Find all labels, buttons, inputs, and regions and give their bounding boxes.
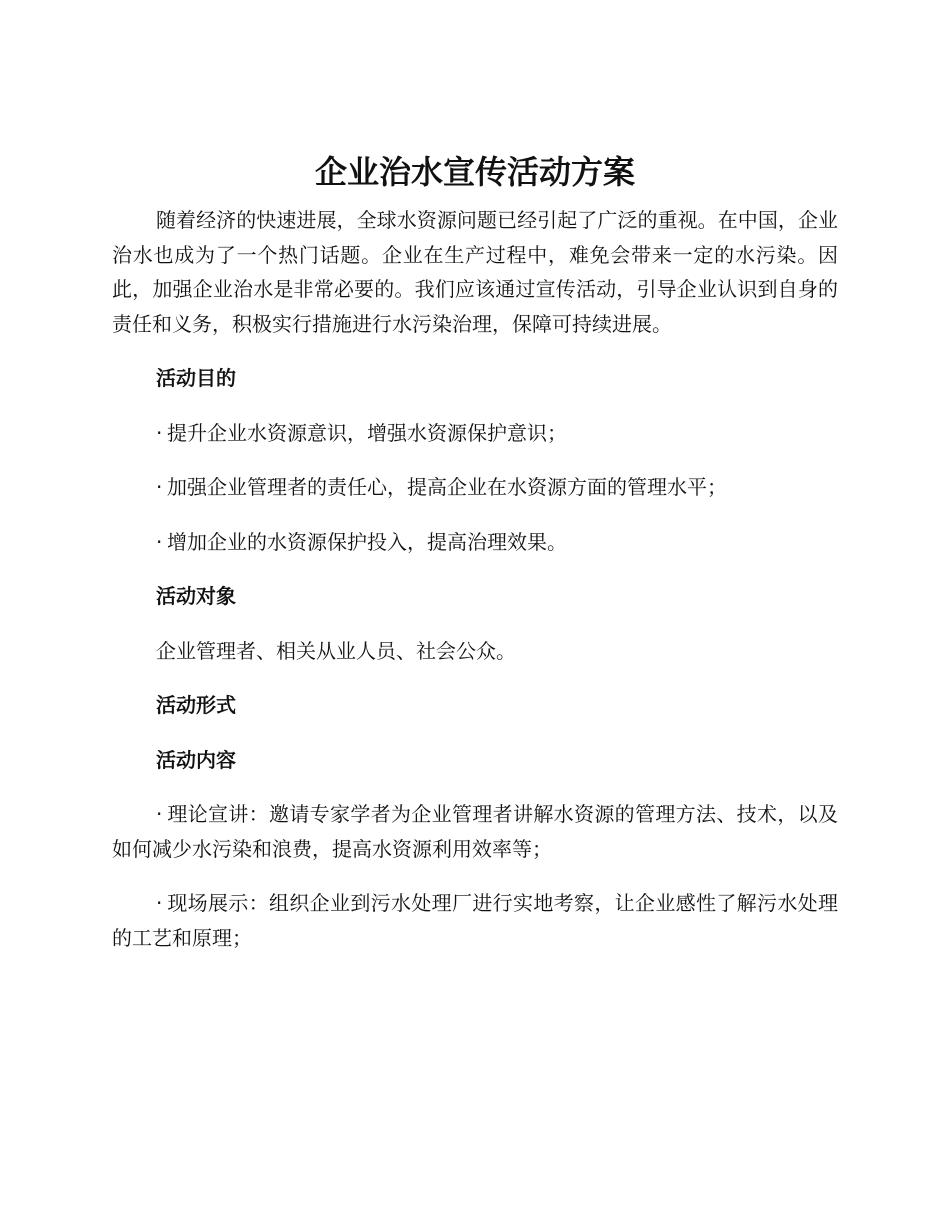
bullet-icon: · bbox=[156, 802, 163, 826]
bullet-icon: · bbox=[156, 529, 163, 554]
purpose-item-text: 加强企业管理者的责任心，提高企业在水资源方面的管理水平； bbox=[167, 475, 727, 499]
bullet-icon: · bbox=[156, 891, 163, 915]
purpose-item bbox=[112, 470, 838, 505]
purpose-item bbox=[112, 416, 838, 451]
purpose-heading: 活动目的 bbox=[156, 366, 236, 390]
purpose-item-text: 提升企业水资源意识，增强水资源保护意识； bbox=[167, 420, 567, 445]
form-heading: 活动形式 bbox=[156, 693, 236, 717]
purpose-item bbox=[112, 525, 838, 560]
intro-paragraph: 随着经济的快速进展，全球水资源问题已经引起了广泛的重视。在中国，企业治水也成为了一个热门话题。企业在生产过程中，难免会带来一定的水污染。因此，加强企业治水是非常必要的。我们应该通过宣传活动，引导企业认识到自身的责任和义务，积极实行措施进行水污染治理，保障可持续进展。 bbox=[112, 208, 838, 336]
bullet-icon: · bbox=[156, 420, 163, 445]
content-item bbox=[112, 797, 838, 866]
bullet-icon: · bbox=[156, 475, 163, 499]
content-item bbox=[112, 886, 838, 955]
document-body bbox=[112, 203, 838, 975]
content-item-text: 现场展示：组织企业到污水处理厂进行实地考察，让企业感性了解污水处理的工艺和原理； bbox=[112, 891, 838, 950]
content-heading: 活动内容 bbox=[156, 747, 236, 772]
audience-text: 企业管理者、相关从业人员、社会公众。 bbox=[156, 638, 516, 663]
purpose-item-text: 增加企业的水资源保护投入，提高治理效果。 bbox=[167, 529, 567, 554]
content-item-text: 理论宣讲：邀请专家学者为企业管理者讲解水资源的管理方法、技术，以及如何减少水污染和浪费，提高水资源利用效率等； bbox=[112, 802, 838, 861]
audience-heading: 活动对象 bbox=[156, 584, 236, 608]
document-title: 企业治水宣传活动方案 bbox=[314, 153, 635, 191]
